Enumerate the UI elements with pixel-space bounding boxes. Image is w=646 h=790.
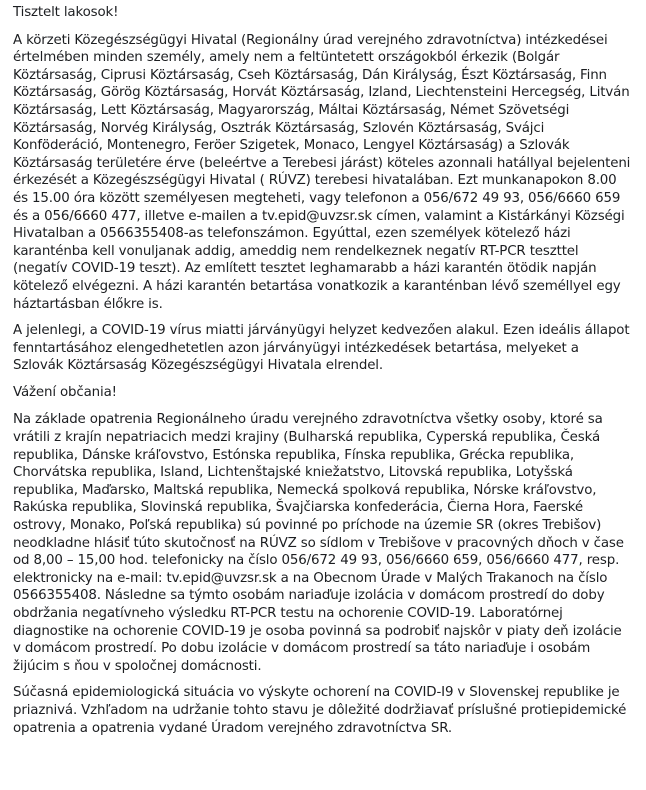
notice-hungarian-quarantine: A körzeti Közegészségügyi Hivatal (Regionálny úrad verejného zdravotníctva) intézkedései értelmében minden személy, amely nem a feltüntetett országokból érkezik (Bolgár Köztársaság, Ciprusi Köztársaság, Cseh Köztársaság, Dán Királyság, Észt Köztársaság, Finn Köztársaság, Görög Köztársaság, Horvát Köztársaság, Izland, Liechtensteini Hercegség, Litván Köztársaság, Lett Köztársaság, Magyarország, Máltai Köztársaság, Német Szövetségi Köztársaság, Norvég Királyság, Osztrák Köztársaság, Szlovén Köztársaság, Svájci Konföderáció, Montenegro, Feröer Szigetek, Monaco, Lengyel Köztársaság) a Szlovák Köztársaság területére érve (beleértve a Terebesi járást) köteles azonnali hatállyal bejelenteni érkezését a Közegészségügyi Hivatal ( RÚVZ) terebesi hivatalában. Ezt munkanapokon 8.00 és 15.00 óra között személyesen megteheti, vagy telefonon a 056/672 49 93, 056/6660 659 és a 056/6660 477, illetve e-mailen a tv.epid@uvzsr.sk címen, valamint a Kistárkányi Községi Hivatalban a 0566355408-as telefonszámon. Egyúttal, ezen személyek kötelező házi karanténba kell vonuljanak addig, ameddig nem rendelkeznek negatív RT-PCR teszttel (negatív COVID-19 teszt). Az említett tesztet leghamarabb a házi karantén ötödik napján kötelező elvégezni. A házi karantén betartása vonatkozik a karanténban lévő személlyel egy háztartásban élőkre is. bbox=[13, 32, 631, 312]
notice-slovak-quarantine: Na základe opatrenia Regionálneho úradu verejného zdravotníctva všetky osoby, ktoré sa vrátili z krajín nepatriacich medzi krajiny (Bulharská republika, Cyperská republika, Česká republika, Dánske kráľovstvo, Estónska republika, Fínska republika, Grécka republika, Chorvátska republika, Island, Lichtenštajské kniežatstvo, Litovská republika, Lotyšská republika, Maďarsko, Maltská republika, Nemecká spolková republika, Nórske kráľovstvo, Rakúska republika, Slovinská republika, Švajčiarska konfederácia, Čierna Hora, Faerské ostrovy, Monako, Poľská republika) sú povinné po príchode na územie SR (okres Trebišov) neodkladne hlásiť túto skutočnosť na RÚVZ so sídlom v Trebišove v pracovných dňoch v čase od 8,00 – 15,00 hod. telefonicky na číslo 056/672 49 93, 056/6660 659, 056/6660 477, resp. elektronicky na e-mail: tv.epid@uvzsr.sk a na Obecnom Úrade v Malých Trakanoch na číslo 0566355408. Následne sa týmto osobám nariaďuje izolácia v domácom prostredí do doby obdržania negatívneho výsledku RT-PCR testu na ochorenie COVID-19. Laboratórnej diagnostike na ochorenie COVID-19 je osoba povinná sa podrobiť najskôr v piaty deň izolácie v domácom prostredí. Po dobu izolácie v domácom prostredí sa táto nariaďuje i osobám žijúcim s ňou v spoločnej domácnosti. bbox=[13, 412, 624, 674]
notice-hungarian-situation: A jelenlegi, a COVID-19 vírus miatti járványügyi helyzet kedvezően alakul. Ezen ideális állapot fenntartásához elengedhetetlen azon járványügyi intézkedések betartása, melyeket a Szlovák Köztársaság Közegészségügyi Hivatala elrendel. bbox=[13, 323, 630, 374]
notice-slovak-situation: Súčasná epidemiologická situácia vo výskyte ochorení na COVID-I9 v Slovenskej republike je priaznivá. Vzhľadom na udržanie tohto stavu je dôležité dodržiavať príslušné protiepidemické opatrenia a opatrenia vydané Úradom verejného zdravotníctva SR. bbox=[13, 685, 627, 736]
greeting-hungarian: Tisztelt lakosok! bbox=[13, 5, 119, 20]
greeting-slovak: Vážení občania! bbox=[13, 384, 117, 400]
